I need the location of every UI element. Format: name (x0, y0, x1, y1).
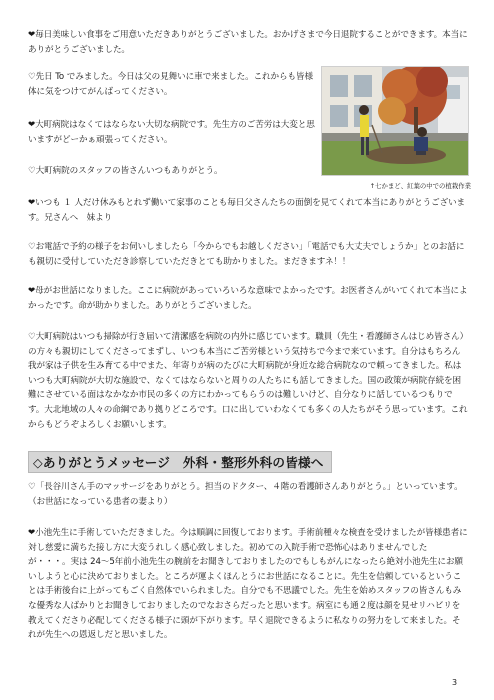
photo-illustration (322, 67, 468, 175)
volunteer-planting-photo (321, 66, 469, 176)
message-paragraph: ❤いつも １ 人だけ休みもとれず働いて家事のことも毎日父さんたちの面倒を見てくれて本当にありがとうございます。兄さんへ 妹より (28, 198, 466, 223)
message-paragraph: ❤母がお世話になりました。ここに病院があっていろいろな意味でよかったです。お医者さんがいてくれて本当によかったです。命が助かりました。ありがとうございました。 (28, 286, 468, 311)
message-paragraph: ❤毎日美味しい食事をご用意いただきありがとうございました。おかげさまで今日退院することができます。本当にありがとうございました。 (28, 30, 468, 55)
message-paragraph: ♡「長谷川さん手のマッサージをありがとう。担当のドクター、４階の看護師さんありがとう。」といっています。（お世話になっている患者の妻より） (28, 482, 463, 507)
message-paragraph: ❤大町病院はなくてはならない大切な病院です。先生方のご苦労は大変と思いますがどーかぁ頑張ってください。 (28, 120, 315, 145)
message-paragraph: ♡大町病院はいつも掃除が行き届いて清潔感を病院の内外に感じています。職員（先生・看護師さんはじめ皆さん）の方々も親切にしてくださってまずし、いつも本当にご苦労様という気持ちで今まで来ています。自分はもちろん我が家は子供を生み育てる中でまた、年寄りが病のたびに大町病院が身近な総合病院なので頼ってきました。私はいつも大町病院が大切な施設で、なくてはならないと周りの人たちにも話してきました。国の政策が病院存続を困難にさせている面はなかなか市民の多くの方にわかってもらうのは難しいけど、自分なりに話しているつもりです。大北地域の人々の命綱であり拠りどころです。口に出していわなくても多くの人たちがそう思っています。これからもどうぞよろしくお願いします。 (28, 332, 468, 430)
message-paragraph: ♡大町病院のスタッフの皆さんいつもありがとう。 (28, 166, 223, 176)
section-heading-banner (28, 451, 332, 473)
message-paragraph: ♡お電話で予約の様子をお伺いしましたら「今からでもお越しください」「電話でも大丈夫でしょうか」とのお話にも親切に受付していただき診察していただきとても助かりました。まだきますネ！！ (28, 242, 465, 267)
section-heading: ◇ありがとうメッセージ 外科・整形外科の皆様へ (33, 455, 324, 470)
photo-caption: ↑七かまど、紅葉の中での植栽作業 (369, 182, 471, 190)
message-paragraph: ♡先日 To でみました。今日は父の見舞いに車で来ました。これからも皆様体に気をつけてがんばってください。 (28, 72, 314, 97)
page-number: 3 (452, 678, 458, 687)
message-paragraph: ❤小池先生に手術していただきました。今は順調に回復しております。手術前種々な検査を受けましたが皆様患者に対し慈愛に満ちた接し方に大変うれしく感心致しました。初めての入院手術で恐怖心はありませんでしたが・・・。実は 24～5年前小池先生の腕前をお聞きしておりましたのでもしもがんになったら絶対小池先生にお願いしようと心に決めておりました。ところが運よくほんとうにお世話になることに。先生を信頼しているということは手術後台に上がってもごく自然体でいられました。自分でも不思議でした。先生を始めスタッフの皆さんもみな優秀な人ばかりとお聞きしておりましたのでなおさらだったと思います。病室にも通２度は顔を見せリハビリを教えてくださり必配してくださる様子に頭が下がります。早く退院できるように私なりの努力をして来ました。それが先生への恩返しだと思いました。 (28, 528, 468, 641)
